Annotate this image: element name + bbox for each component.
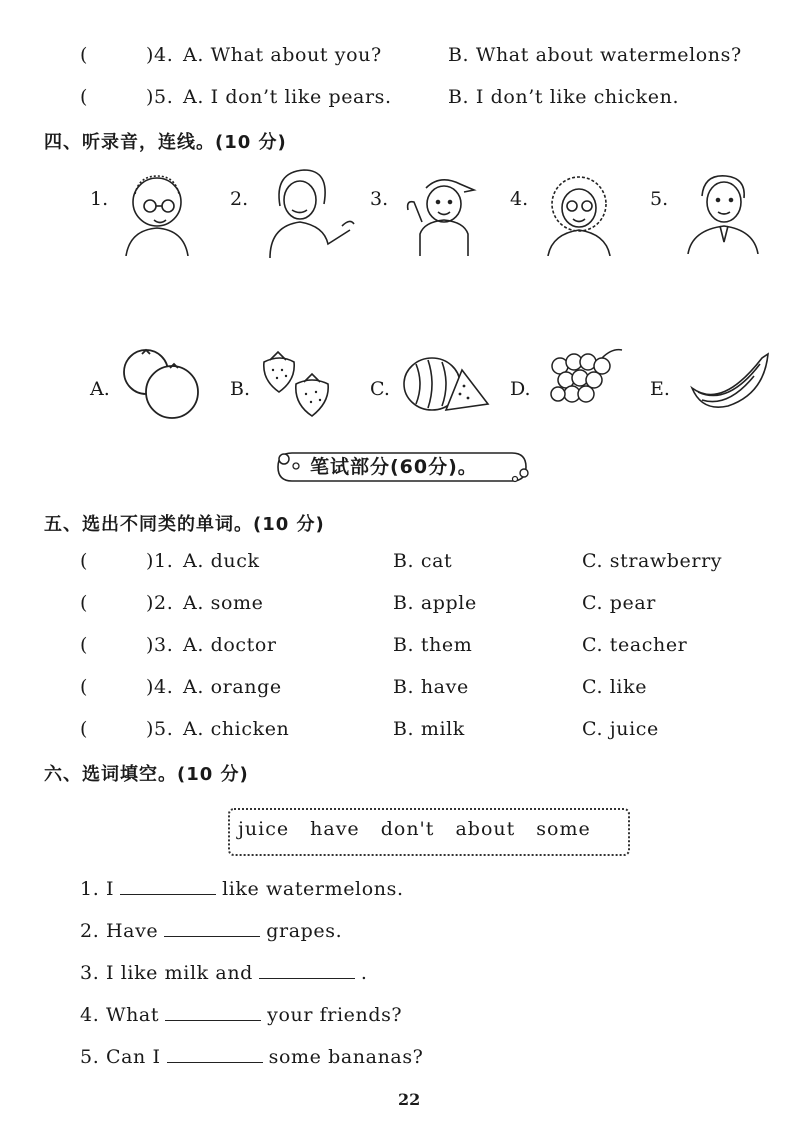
fill-sentence-5	[80, 1046, 423, 1068]
answer-blank[interactable]	[165, 1004, 261, 1021]
page-number: 22	[398, 1090, 421, 1109]
answer-blank[interactable]	[120, 878, 216, 895]
person-label: 5.	[650, 188, 669, 210]
sentence-end: your friends?	[267, 1004, 403, 1026]
fruit-label: A.	[90, 378, 110, 400]
question-number: )3.	[146, 634, 174, 656]
watermelon-icon	[402, 354, 492, 414]
person-label: 1.	[90, 188, 109, 210]
option-b: B. apple	[393, 592, 477, 614]
question-number: )1.	[146, 550, 174, 572]
banner-title: 笔试部分(60分)。	[310, 456, 478, 478]
sentence-start: 3. I like milk and	[80, 962, 253, 984]
section-6-title: 六、选词填空。(10 分)	[44, 764, 249, 785]
sentence-start: 1. I	[80, 878, 115, 900]
fruit-label: E.	[650, 378, 670, 400]
fill-sentence-2	[80, 920, 342, 942]
boy-cap-icon	[400, 170, 490, 256]
question-number: )4.	[146, 44, 174, 66]
grapes-icon	[546, 344, 626, 414]
bananas-icon	[686, 348, 770, 414]
person-label: 3.	[370, 188, 389, 210]
option-b: B. I don’t like chicken.	[448, 86, 680, 108]
answer-paren: (	[80, 676, 88, 698]
option-b: B. have	[393, 676, 469, 698]
section-5-title: 五、选出不同类的单词。(10 分)	[44, 514, 325, 535]
sentence-end: some bananas?	[268, 1046, 424, 1068]
strawberries-icon	[258, 350, 340, 422]
person-label: 4.	[510, 188, 529, 210]
sentence-start: 4. What	[80, 1004, 160, 1026]
answer-paren: (	[80, 592, 88, 614]
question-number: )4.	[146, 676, 174, 698]
sentence-end: like watermelons.	[222, 878, 404, 900]
option-a: A. orange	[183, 676, 282, 698]
sentence-end: .	[360, 962, 368, 984]
fruit-label: C.	[370, 378, 390, 400]
option-a: A. duck	[183, 550, 260, 572]
option-a: A. doctor	[183, 634, 277, 656]
option-b: B. What about watermelons?	[448, 44, 742, 66]
word-bank: juice have don't about some	[238, 818, 591, 840]
fruit-label: B.	[230, 378, 251, 400]
grandpa-icon	[120, 172, 194, 256]
answer-paren: (	[80, 550, 88, 572]
option-a: A. I don’t like pears.	[183, 86, 392, 108]
answer-blank[interactable]	[167, 1046, 263, 1063]
oranges-icon	[118, 346, 204, 420]
option-b: B. milk	[393, 718, 465, 740]
answer-paren: (	[80, 718, 88, 740]
option-c: C. strawberry	[582, 550, 723, 572]
option-c: C. pear	[582, 592, 656, 614]
sentence-end: grapes.	[266, 920, 343, 942]
fill-sentence-4	[80, 1004, 402, 1026]
grandma-icon	[542, 174, 616, 256]
person-label: 2.	[230, 188, 249, 210]
section-4-title: 四、听录音，连线。(10 分)	[44, 132, 287, 153]
question-number: )5.	[146, 86, 174, 108]
question-number: )2.	[146, 592, 174, 614]
answer-paren: (	[80, 86, 88, 108]
fill-sentence-1	[80, 878, 404, 900]
option-a: A. What about you?	[183, 44, 382, 66]
answer-paren: (	[80, 44, 88, 66]
man-icon	[684, 170, 760, 254]
answer-paren: (	[80, 634, 88, 656]
sentence-start: 2. Have	[80, 920, 159, 942]
option-c: C. juice	[582, 718, 659, 740]
option-b: B. them	[393, 634, 473, 656]
option-c: C. teacher	[582, 634, 688, 656]
answer-blank[interactable]	[164, 920, 260, 937]
option-c: C. like	[582, 676, 648, 698]
sentence-start: 5. Can I	[80, 1046, 161, 1068]
fruit-label: D.	[510, 378, 531, 400]
woman-icon	[258, 166, 358, 258]
question-number: )5.	[146, 718, 174, 740]
option-b: B. cat	[393, 550, 453, 572]
answer-blank[interactable]	[259, 962, 355, 979]
fill-sentence-3	[80, 962, 368, 984]
option-a: A. chicken	[183, 718, 290, 740]
option-a: A. some	[183, 592, 264, 614]
